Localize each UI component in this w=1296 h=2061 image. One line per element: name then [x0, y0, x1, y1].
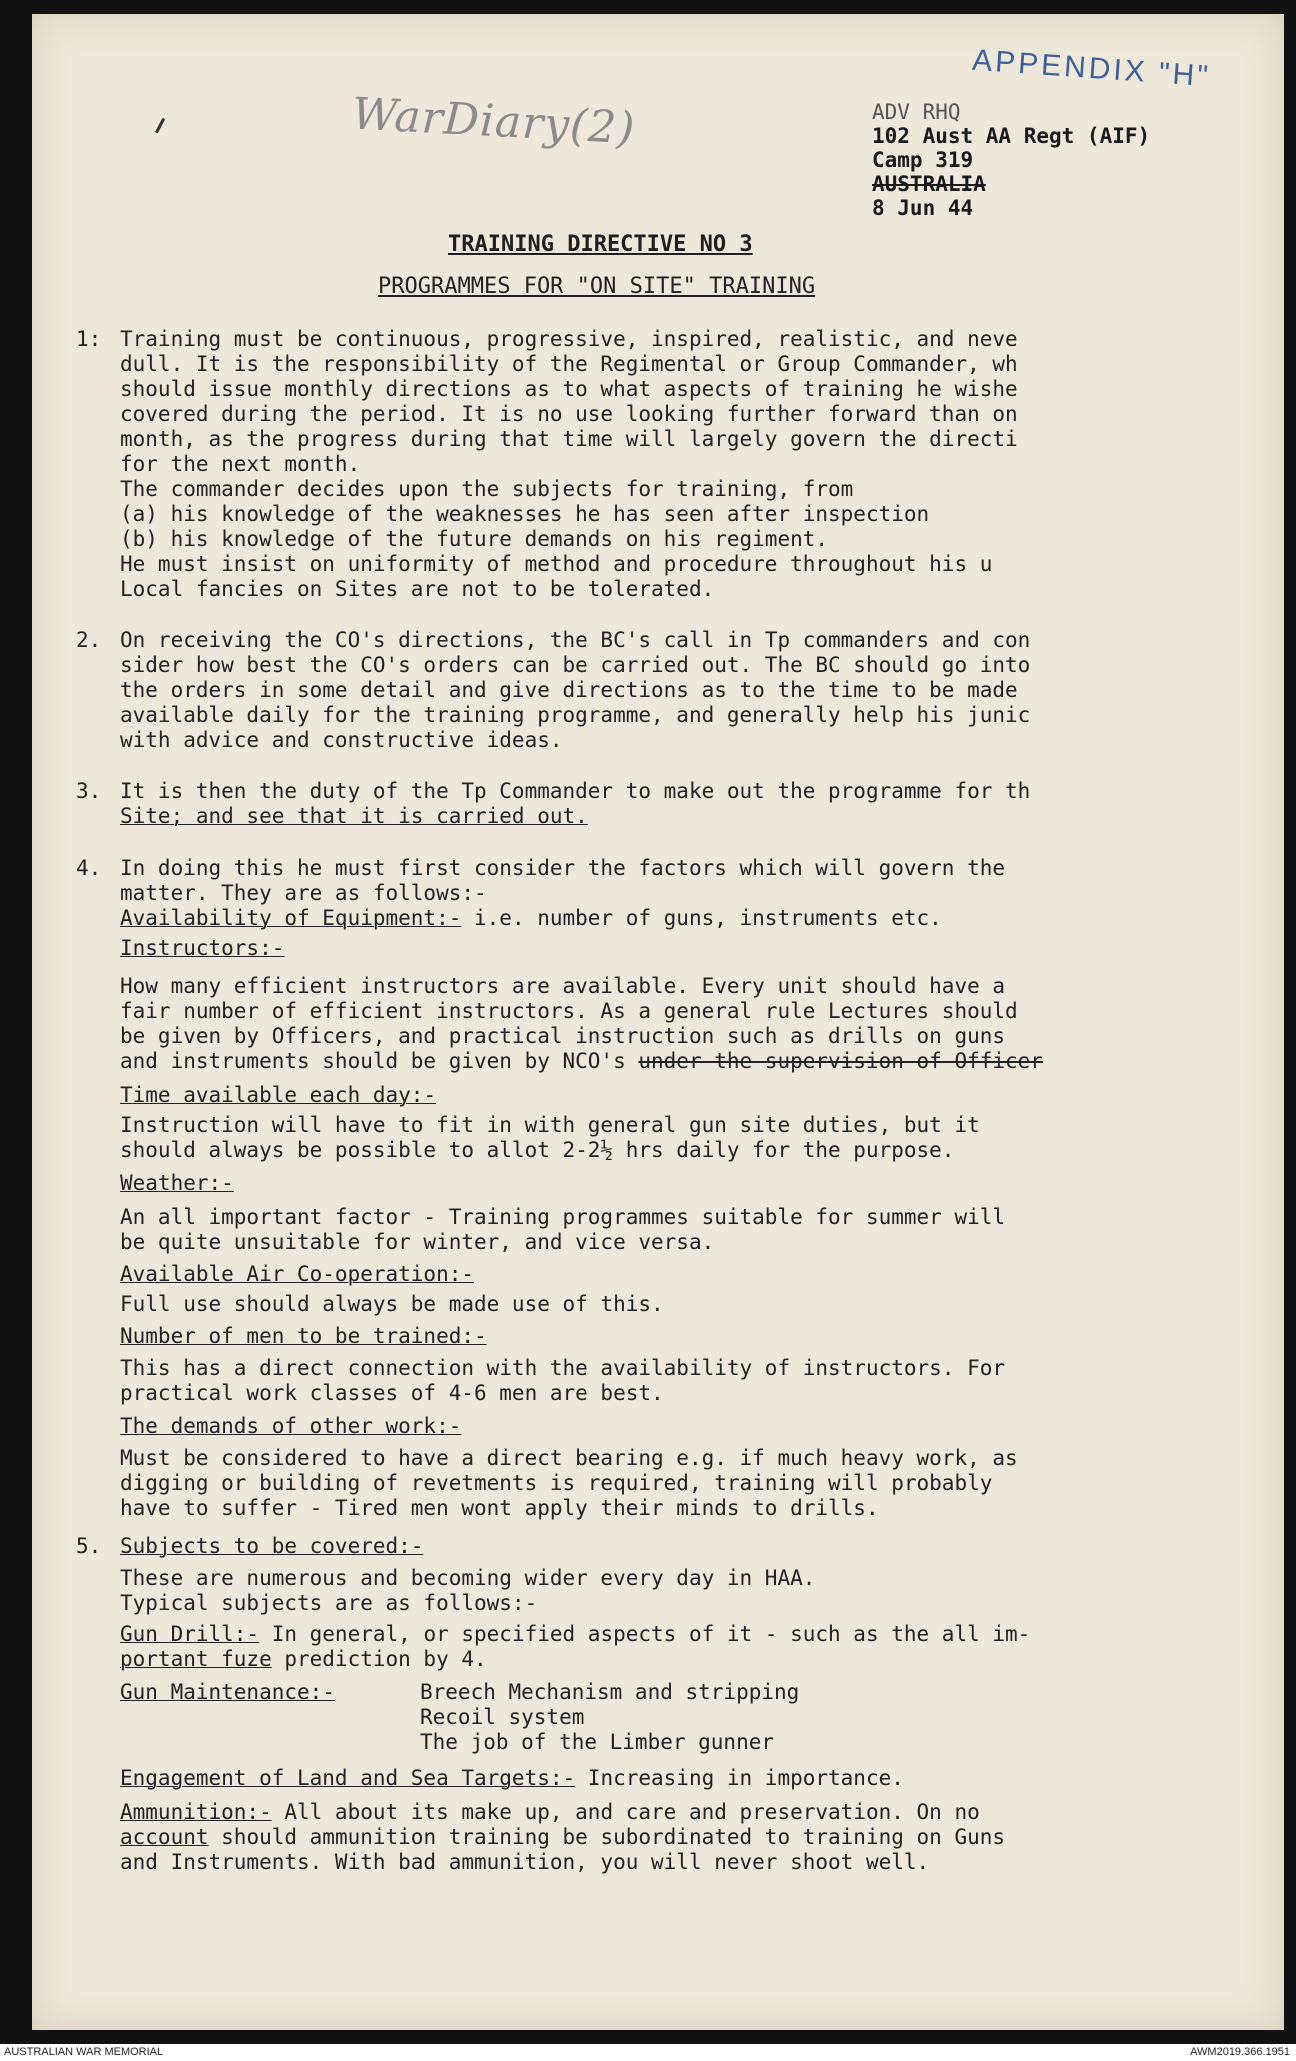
factor-text-line: Must be considered to have a direct bearing e.g. if much heavy work, as — [120, 1446, 1018, 1470]
factor-heading-number-of-men: Number of men to be trained:- — [120, 1324, 487, 1348]
factor-text-line: How many efficient instructors are available. Every unit should have a — [120, 974, 1006, 998]
subject-heading: Gun Drill:- — [120, 1622, 260, 1646]
section-5-heading: Subjects to be covered:- — [120, 1534, 424, 1558]
maintenance-item: Recoil system — [420, 1705, 585, 1729]
section-1-line: Local fancies on Sites are not to be tolerated. — [120, 577, 715, 601]
section-number-3: 3. — [76, 779, 102, 803]
factor-text-line: Full use should always be made use of this. — [120, 1292, 664, 1316]
subject-text: In general, or specified aspects of it - such as the all im- — [259, 1622, 1031, 1646]
subject-gun-drill-cont — [120, 1647, 487, 1671]
section-1-line: for the next month. — [120, 452, 361, 476]
factor-heading-weather: Weather:- — [120, 1171, 234, 1195]
factor-text-line: have to suffer - Tired men wont apply their minds to drills. — [120, 1496, 879, 1520]
subject-heading: Ammunition:- — [120, 1800, 272, 1824]
maintenance-item: The job of the Limber gunner — [420, 1730, 775, 1754]
section-1-line: month, as the progress during that time will largely govern the directi — [120, 427, 1018, 451]
subject-ammunition — [120, 1800, 980, 1824]
section-number-2: 2. — [76, 628, 102, 652]
subject-text: should ammunition training be subordinated to training on Guns — [208, 1825, 1006, 1849]
section-2-line: sider how best the CO's orders can be carried out. The BC should go into — [120, 653, 1031, 677]
factor-text: and instruments should be given by NCO's — [120, 1049, 639, 1073]
subject-text: account — [120, 1825, 209, 1849]
section-2-line: with advice and constructive ideas. — [120, 728, 563, 752]
subject-heading-gun-maintenance: Gun Maintenance:- — [120, 1680, 335, 1704]
factor-text-line: This has a direct connection with the availability of instructors. For — [120, 1356, 1006, 1380]
section-number-1: 1: — [76, 327, 102, 351]
section-4-intro: In doing this he must first consider the factors which will govern the — [120, 856, 1006, 880]
footer-institution: AUSTRALIAN WAR MEMORIAL — [4, 2046, 164, 2058]
section-5-line: These are numerous and becoming wider every day in HAA. — [120, 1566, 816, 1590]
directive-title: TRAINING DIRECTIVE NO 3 — [448, 232, 753, 257]
factor-text-line: be given by Officers, and practical instruction such as drills on guns — [120, 1024, 1006, 1048]
factor-heading: Availability of Equipment:- — [120, 906, 462, 930]
factor-heading-time: Time available each day:- — [120, 1083, 437, 1107]
section-3-line: Site; and see that it is carried out. — [120, 804, 588, 828]
factor-heading-other-work: The demands of other work:- — [120, 1414, 462, 1438]
directive-subtitle: PROGRAMMES FOR "ON SITE" TRAINING — [378, 274, 816, 299]
subject-heading: Engagement of Land and Sea Targets:- — [120, 1766, 576, 1790]
section-number-4: 4. — [76, 856, 102, 880]
subject-text: prediction by 4. — [271, 1647, 487, 1671]
section-1-line: covered during the period. It is no use looking further forward than on — [120, 402, 1018, 426]
factor-heading-instructors: Instructors:- — [120, 936, 285, 960]
subject-text: All about its make up, and care and preservation. On no — [271, 1800, 980, 1824]
factor-text-line: fair number of efficient instructors. As a general rule Lectures should — [120, 999, 1018, 1023]
section-2-line: available daily for the training programme, and generally help his junic — [120, 703, 1031, 727]
section-1-line: (a) his knowledge of the weaknesses he has seen after inspection — [120, 502, 930, 526]
factor-text-line — [120, 1049, 1043, 1073]
section-1-line: Training must be continuous, progressive, inspired, realistic, and neve — [120, 327, 1018, 351]
factor-text-line: be quite unsuitable for winter, and vice versa. — [120, 1230, 715, 1254]
factor-equipment — [120, 906, 942, 930]
header-block — [872, 100, 1150, 220]
header-line-4: AUSTRALIA — [872, 172, 986, 196]
maintenance-item: Breech Mechanism and stripping — [420, 1680, 800, 1704]
section-1-line: The commander decides upon the subjects for training, from — [120, 477, 854, 501]
section-1-line: should issue monthly directions as to what aspects of training he wishe — [120, 377, 1018, 401]
section-1-line: dull. It is the responsibility of the Regimental or Group Commander, wh — [120, 352, 1018, 376]
subject-text: Increasing in importance. — [575, 1766, 904, 1790]
subject-engagement — [120, 1766, 904, 1790]
section-3-line: It is then the duty of the Tp Commander to make out the programme for th — [120, 779, 1031, 803]
war-diary-annotation: WarDiary(2) — [350, 88, 637, 155]
section-number-5: 5. — [76, 1534, 102, 1558]
section-2-line: On receiving the CO's directions, the BC's call in Tp commanders and con — [120, 628, 1031, 652]
subject-text: portant fuze — [120, 1647, 272, 1671]
header-line-3: Camp 319 — [872, 148, 974, 172]
subject-gun-drill — [120, 1622, 1030, 1646]
footer-bar — [0, 2044, 1296, 2061]
factor-text-line: practical work classes of 4-6 men are best. — [120, 1381, 664, 1405]
subject-ammunition-cont: and Instruments. With bad ammunition, you will never shoot well. — [120, 1850, 930, 1874]
subject-ammunition-cont — [120, 1825, 1005, 1849]
factor-text-line: Instruction will have to fit in with general gun site duties, but it — [120, 1113, 980, 1137]
appendix-annotation: APPENDIX "H" — [971, 43, 1212, 94]
section-4-intro: matter. They are as follows:- — [120, 881, 487, 905]
factor-text-line: digging or building of revetments is required, training will probably — [120, 1471, 993, 1495]
header-line-5: 8 Jun 44 — [872, 196, 974, 220]
factor-heading-air-cooperation: Available Air Co-operation:- — [120, 1262, 475, 1286]
section-1-line: (b) his knowledge of the future demands on his regiment. — [120, 527, 829, 551]
section-2-line: the orders in some detail and give directions as to the time to be made — [120, 678, 1018, 702]
factor-text: i.e. number of guns, instruments etc. — [461, 906, 942, 930]
section-5-line: Typical subjects are as follows:- — [120, 1591, 538, 1615]
factor-text-line: An all important factor - Training programmes suitable for summer will — [120, 1205, 1006, 1229]
factor-text-line: should always be possible to allot 2-2½ hrs daily for the purpose. — [120, 1138, 955, 1162]
footer-accession-number: AWM2019.366.1951 — [1190, 2046, 1290, 2058]
section-1-line: He must insist on uniformity of method and procedure throughout his u — [120, 552, 993, 576]
header-line-2: 102 Aust AA Regt (AIF) — [872, 124, 1151, 148]
struck-phrase: under the supervision of Officer — [638, 1049, 1043, 1073]
header-line-1: ADV RHQ — [872, 100, 961, 124]
